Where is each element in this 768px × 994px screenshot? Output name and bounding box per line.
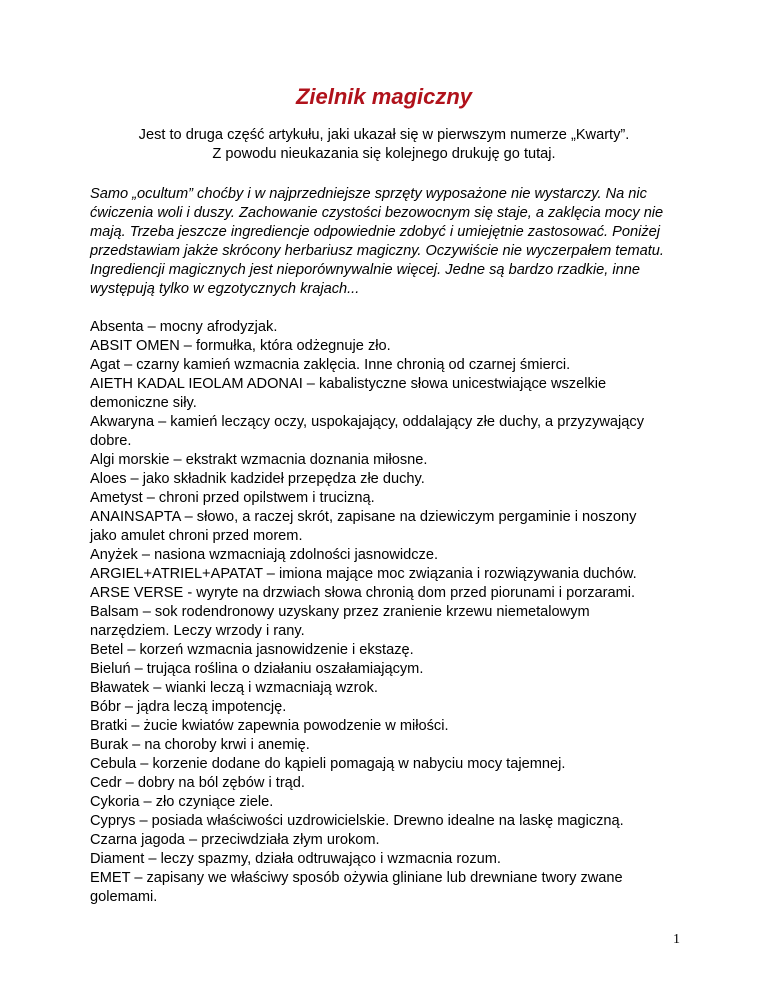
entry-line: Burak – na choroby krwi i anemię. [90,737,310,753]
entry-line: Absenta – mocny afrodyzjak. [90,319,278,335]
italic-line: ćwiczenia woli i duszy. Zachowanie czystości bezowocnym się staje, a zaklęcia mocy nie [90,205,664,221]
intro-line: Z powodu nieukazania się kolejnego drukuję go tutaj. [212,146,556,162]
italic-line: występują tylko w egzotycznych krajach... [90,281,360,297]
entry-line: Algi morskie – ekstrakt wzmacnia doznania miłosne. [90,452,428,468]
entry-line: Ametyst – chroni przed opilstwem i trucizną. [90,490,375,506]
intro-paragraph [60,126,708,164]
italic-line: przedstawiam jakże skrócony herbariusz magiczny. Oczywiście nie wyczerpałem tematu. [90,243,664,259]
entry-line: Bóbr – jądra leczą impotencję. [90,699,287,715]
entry-line: Cykoria – zło czyniące ziele. [90,794,274,810]
entry-line: Diament – leczy spazmy, działa odtruwająco i wzmacnia rozum. [90,851,501,867]
italic-line: Ingrediencji magicznych jest nieporównywalnie więcej. Jedne są bardzo rzadkie, inne [90,262,640,278]
entry-line: Akwaryna – kamień leczący oczy, uspokajający, oddalający złe duchy, a przyzywający [90,414,644,430]
page-title: Zielnik magiczny [295,84,473,109]
entry-line: jako amulet chroni przed morem. [90,528,303,544]
entry-line: Aloes – jako składnik kadzideł przepędza złe duchy. [90,471,425,487]
entry-line: ARGIEL+ATRIEL+APATAT – imiona mające moc związania i rozwiązywania duchów. [90,566,637,582]
entry-line: ANAINSAPTA – słowo, a raczej skrót, zapisane na dziewiczym pergaminie i noszony [90,509,637,525]
entry-line: Cebula – korzenie dodane do kąpieli pomagają w nabyciu mocy tajemnej. [90,756,566,772]
entry-line: Bieluń – trująca roślina o działaniu oszałamiającym. [90,661,424,677]
entry-line: dobre. [90,433,132,449]
entry-line: Anyżek – nasiona wzmacniają zdolności jasnowidcze. [90,547,438,563]
intro-line: Jest to druga część artykułu, jaki ukazał się w pierwszym numerze „Kwarty”. [138,127,630,143]
entry-line: Bratki – żucie kwiatów zapewnia powodzenie w miłości. [90,718,449,734]
entry-line: ABSIT OMEN – formułka, która odżegnuje zło. [90,338,391,354]
entry-line: Czarna jagoda – przeciwdziała złym urokom. [90,832,380,848]
entry-line: ARSE VERSE - wyryte na drzwiach słowa chronią dom przed piorunami i porzarami. [90,585,636,601]
entry-line: Bławatek – wianki leczą i wzmacniają wzrok. [90,680,378,696]
italic-line: Samo „ocultum” choćby i w najprzedniejsze sprzęty wyposażone nie wystarczy. Na nic [90,186,647,202]
entry-line: Cyprys – posiada właściwości uzdrowicielskie. Drewno idealne na laskę magiczną. [90,813,624,829]
entry-line: Balsam – sok rodendronowy uzyskany przez zranienie krzewu niemetalowym [90,604,590,620]
entry-line: AIETH KADAL IEOLAM ADONAI – kabalistyczne słowa unicestwiające wszelkie [90,376,607,392]
italic-introduction [90,185,685,299]
entry-line: EMET – zapisany we właściwy sposób ożywia gliniane lub drewniane twory zwane [90,870,623,886]
entry-line: demoniczne siły. [90,395,197,411]
entry-line: golemami. [90,889,158,905]
italic-line: mają. Trzeba jeszcze ingrediencje odpowiednie zdobyć i umiejętnie zastosować. Poniżej [90,224,660,240]
entry-line: narzędziem. Leczy wrzody i rany. [90,623,305,639]
herbarium-entries [90,318,685,907]
entry-line: Cedr – dobry na ból zębów i trąd. [90,775,305,791]
entry-line: Betel – korzeń wzmacnia jasnowidzenie i ekstazę. [90,642,414,658]
page-number: 1 [673,932,680,947]
entry-line: Agat – czarny kamień wzmacnia zaklęcia. Inne chronią od czarnej śmierci. [90,357,571,373]
